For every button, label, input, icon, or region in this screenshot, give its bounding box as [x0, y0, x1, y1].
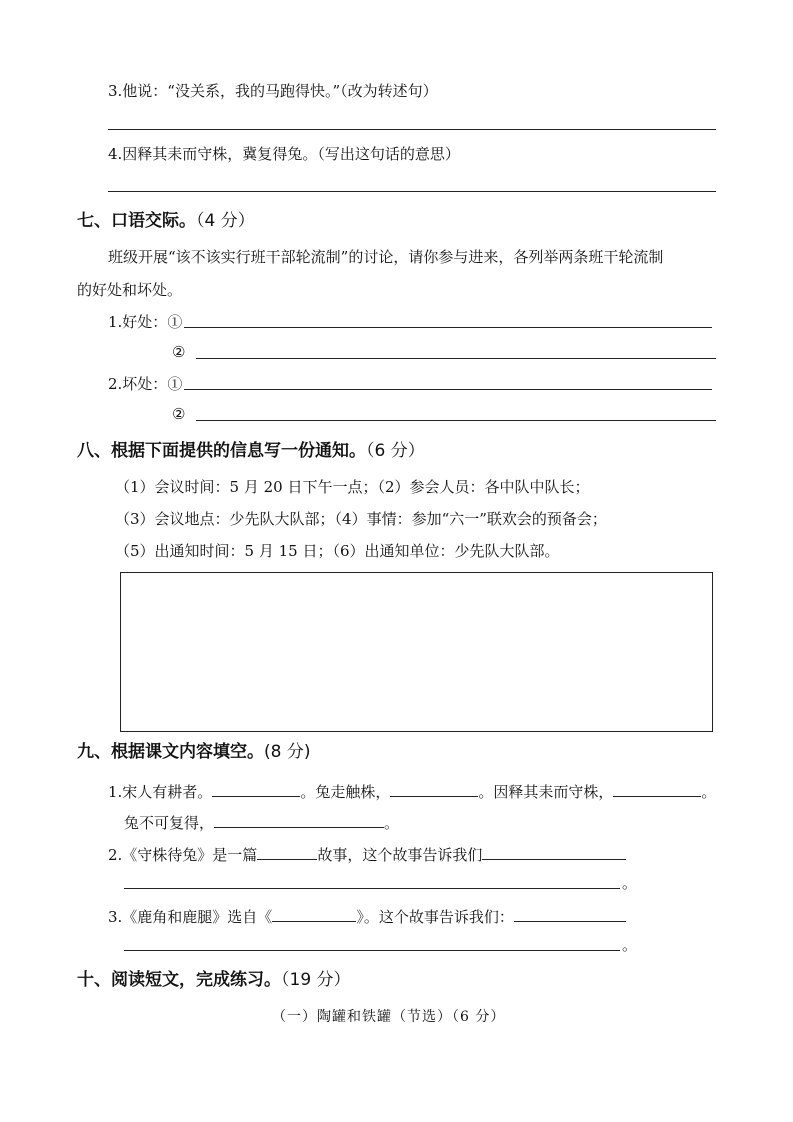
item-marker-2: ② [172, 405, 186, 423]
notice-info-line1: （1）会议时间：5 月 20 日下午一点；（2）参会人员：各中队中队长； [115, 478, 590, 496]
notice-info-line2: （3）会议地点：少先队大队部；（4）事情：参加“六一”联欢会的预备会； [115, 510, 607, 528]
section-7-heading: 七、口语交际。（4 分） [77, 211, 255, 231]
answer-line-q3[interactable] [108, 129, 716, 130]
fill-blank[interactable] [514, 905, 626, 922]
period: 。 [622, 936, 638, 954]
notice-writing-box[interactable] [120, 572, 713, 732]
answer-line-q2[interactable] [124, 888, 620, 889]
fill-blank[interactable] [482, 843, 626, 860]
bad-point-2-line[interactable] [196, 420, 716, 421]
fill-question-1: 1.宋人有耕者。 。兔走触株， 。因释其耒而守株， 。 [108, 780, 716, 801]
fill-blank[interactable] [272, 905, 356, 922]
fill-blank[interactable] [390, 780, 478, 797]
section-9-heading: 九、根据课文内容填空。(8 分) [77, 742, 311, 762]
question-4: 4.因释其耒而守株，冀复得兔。（写出这句话的意思） [108, 145, 460, 163]
good-point-1-line[interactable] [184, 327, 712, 328]
section-9-points: (8 分) [264, 742, 311, 762]
bad-points-label: 2.坏处：① [108, 375, 183, 393]
good-points-label: 1.好处：① [108, 313, 183, 331]
good-point-2-line[interactable] [196, 358, 716, 359]
fill-question-2: 2.《守株待兔》是一篇 故事，这个故事告诉我们 [108, 843, 626, 864]
item-marker-1: ① [167, 313, 183, 331]
fill-question-1-cont: 兔不可复得， 。 [124, 811, 399, 832]
item-marker-1: ① [167, 375, 183, 393]
answer-line-q4[interactable] [108, 191, 716, 192]
section-8-heading: 八、根据下面提供的信息写一份通知。（6 分） [77, 441, 425, 461]
section-10-heading: 十、阅读短文，完成练习。（19 分） [77, 970, 351, 990]
section-7-points: （4 分） [196, 211, 255, 231]
fill-blank[interactable] [613, 780, 701, 797]
section-10-points: （19 分） [281, 970, 351, 990]
fill-blank[interactable] [212, 780, 300, 797]
section-7-prompt-line1: 班级开展“该不该实行班干部轮流制”的讨论，请你参与进来，各列举两条班干轮流制 [108, 248, 664, 266]
period: 。 [622, 874, 638, 892]
reading-passage-title: （一）陶罐和铁罐（节选）（6 分） [272, 1009, 506, 1025]
section-8-points: （6 分） [366, 441, 425, 461]
fill-blank[interactable] [214, 811, 384, 828]
fill-blank[interactable] [257, 843, 317, 860]
bad-point-1-line[interactable] [184, 389, 712, 390]
question-3: 3.他说：“没关系，我的马跑得快。”（改为转述句） [108, 82, 438, 100]
notice-info-line3: （5）出通知时间：5 月 15 日；（6）出通知单位：少先队大队部。 [115, 542, 560, 560]
item-marker-2: ② [172, 343, 186, 361]
answer-line-q3-cont[interactable] [124, 950, 620, 951]
fill-question-3: 3.《鹿角和鹿腿》选自《 》。这个故事告诉我们： [108, 905, 626, 926]
section-7-prompt-line2: 的好处和坏处。 [77, 281, 183, 299]
